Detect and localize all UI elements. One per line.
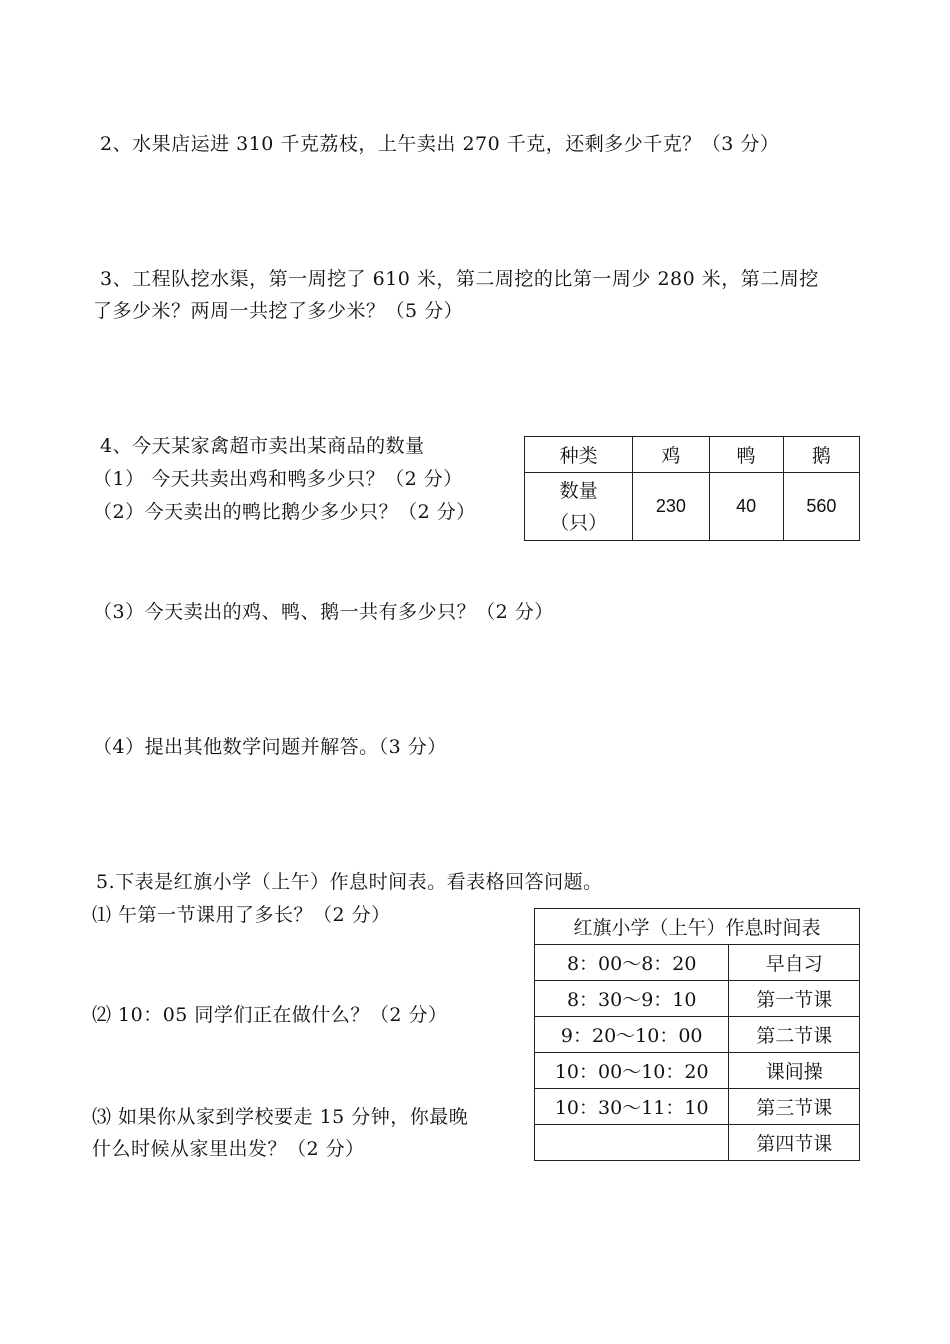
schedule-table bbox=[534, 908, 860, 1161]
question-4-sub-2: （2）今天卖出的鸭比鹅少多少只？（2 分） bbox=[93, 501, 476, 523]
value-duck: 40 bbox=[709, 473, 783, 541]
schedule-title: 红旗小学（上午）作息时间表 bbox=[535, 909, 860, 945]
value-chicken: 230 bbox=[633, 473, 709, 541]
question-3-line-2: 了多少米？两周一共挖了多少米？（5 分） bbox=[93, 300, 464, 322]
schedule-time bbox=[535, 1125, 729, 1161]
row-label-quantity bbox=[525, 473, 633, 541]
question-4-intro: 4、今天某家禽超市卖出某商品的数量 bbox=[100, 435, 425, 457]
schedule-activity: 第三节课 bbox=[729, 1089, 860, 1125]
schedule-activity: 第二节课 bbox=[729, 1017, 860, 1053]
question-3-line-1: 3、工程队挖水渠，第一周挖了 610 米，第二周挖的比第一周少 280 米，第二周挖 bbox=[100, 268, 819, 290]
question-5-sub-3-line-1: ⑶ 如果你从家到学校要走 15 分钟，你最晚 bbox=[92, 1106, 469, 1128]
question-2: 2、水果店运进 310 千克荔枝，上午卖出 270 千克，还剩多少千克？（3 分） bbox=[100, 133, 780, 155]
row-label-line-1: 数量 bbox=[559, 479, 598, 502]
schedule-activity: 早自习 bbox=[729, 945, 860, 981]
value-goose: 560 bbox=[783, 473, 859, 541]
poultry-sales-table bbox=[524, 436, 860, 541]
schedule-time: 8：30～9：10 bbox=[535, 981, 729, 1017]
question-5-sub-2: ⑵ 10：05 同学们正在做什么？（2 分） bbox=[92, 1004, 448, 1026]
header-chicken: 鸡 bbox=[633, 437, 709, 473]
schedule-time: 8：00～8：20 bbox=[535, 945, 729, 981]
question-5-intro: 5.下表是红旗小学（上午）作息时间表。看表格回答问题。 bbox=[96, 871, 603, 893]
schedule-time: 10：00～10：20 bbox=[535, 1053, 729, 1089]
schedule-activity: 课间操 bbox=[729, 1053, 860, 1089]
question-5-sub-1: ⑴ 午第一节课用了多长？（2 分） bbox=[92, 904, 391, 926]
schedule-time: 10：30～11：10 bbox=[535, 1089, 729, 1125]
schedule-time: 9：20～10：00 bbox=[535, 1017, 729, 1053]
schedule-activity: 第四节课 bbox=[729, 1125, 860, 1161]
question-4-sub-1: （1） 今天共卖出鸡和鸭多少只？（2 分） bbox=[93, 468, 463, 490]
question-4-sub-3: （3）今天卖出的鸡、鸭、鹅一共有多少只？（2 分） bbox=[93, 601, 554, 623]
question-5-sub-3-line-2: 什么时候从家里出发？（2 分） bbox=[92, 1138, 365, 1160]
row-label-line-2: （只） bbox=[550, 511, 608, 534]
header-duck: 鸭 bbox=[709, 437, 783, 473]
schedule-activity: 第一节课 bbox=[729, 981, 860, 1017]
header-type: 种类 bbox=[525, 437, 633, 473]
header-goose: 鹅 bbox=[783, 437, 859, 473]
question-4-sub-4: （4）提出其他数学问题并解答。（3 分） bbox=[93, 736, 447, 758]
